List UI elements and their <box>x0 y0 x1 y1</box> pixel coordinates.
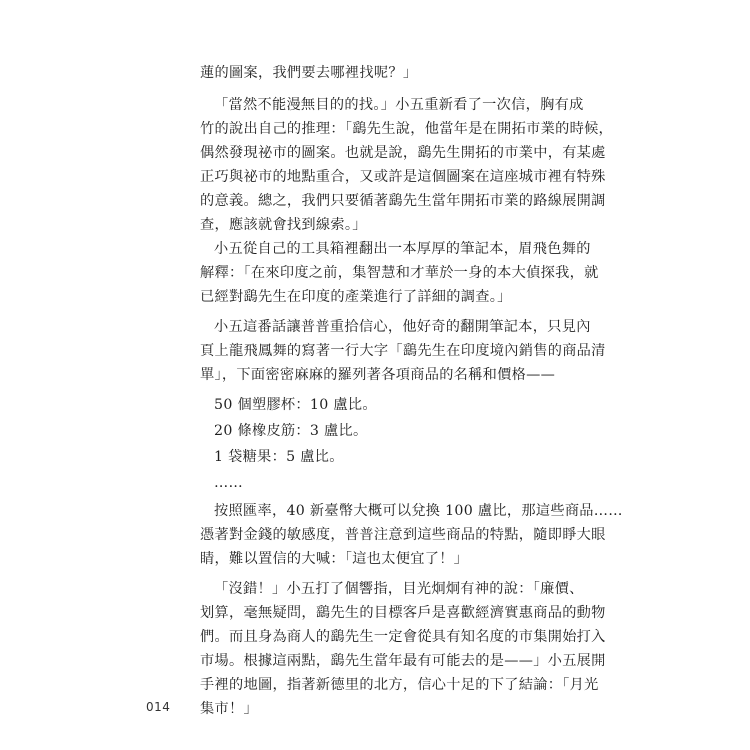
text-line: 市場。根據這兩點，鷂先生當年最有可能去的是——」小五展開 <box>200 653 606 669</box>
text-line: 解釋：「在來印度之前，集智慧和才華於一身的本大偵探我，就 <box>200 265 599 281</box>
text-line: 「沒錯！」小五打了個響指，目光炯炯有神的說：「廉價、 <box>214 581 584 597</box>
text-line: 的意義。總之，我們只要循著鷂先生當年開拓市業的路線展開調 <box>200 193 606 209</box>
text-line: 「當然不能漫無目的的找。」小五重新看了一次信，胸有成 <box>214 97 584 113</box>
text-line: 蓮的圖案，我們要去哪裡找呢？」 <box>200 65 418 81</box>
text-line: 小五從自己的工具箱裡翻出一本厚厚的筆記本，眉飛色舞的 <box>214 241 591 257</box>
text-line: 憑著對金錢的敏感度，普普注意到這些商品的特點，隨即睜大眼 <box>200 527 606 543</box>
text-line: 偶然發現祕市的圖案。也就是說，鷂先生開拓的市業中，有某處 <box>200 145 606 161</box>
text-line: 手裡的地圖，指著新德里的北方，信心十足的下了結論：「月光 <box>200 677 599 693</box>
text-line: 竹的說出自己的推理：「鷂先生說，他當年是在開拓市業的時候， <box>200 121 614 137</box>
price-item: 20 條橡皮筋：3 盧比。 <box>214 423 368 439</box>
ellipsis: …… <box>214 475 243 491</box>
text-line: 們。而且身為商人的鷂先生一定會從具有知名度的市集開始打入 <box>200 629 606 645</box>
text-line: 頁上龍飛鳳舞的寫著一行大字「鷂先生在印度境內銷售的商品清 <box>200 343 606 359</box>
text-line: 划算，毫無疑問，鷂先生的目標客戶是喜歡經濟實惠商品的動物 <box>200 605 606 621</box>
text-line: 睛，難以置信的大喊：「這也太便宜了！」 <box>200 551 469 567</box>
text-line: 集市！」 <box>200 701 258 717</box>
text-line: 小五這番話讓普普重拾信心，他好奇的翻開筆記本，只見內 <box>214 319 591 335</box>
text-line: 查，應該就會找到線索。」 <box>200 217 367 233</box>
text-line: 正巧與祕市的地點重合，又或許是這個圖案在這座城市裡有特殊 <box>200 169 606 185</box>
text-line: 按照匯率，40 新臺幣大概可以兌換 100 盧比，那這些商品…… <box>214 503 623 519</box>
price-item: 1 袋糖果：5 盧比。 <box>214 449 344 465</box>
price-item: 50 個塑膠杯：10 盧比。 <box>214 397 377 413</box>
text-line: 單」，下面密密麻麻的羅列著各項商品的名稱和價格—— <box>200 367 556 383</box>
page-number: 014 <box>146 700 171 714</box>
text-line: 已經對鷂先生在印度的產業進行了詳細的調查。」 <box>200 289 512 305</box>
